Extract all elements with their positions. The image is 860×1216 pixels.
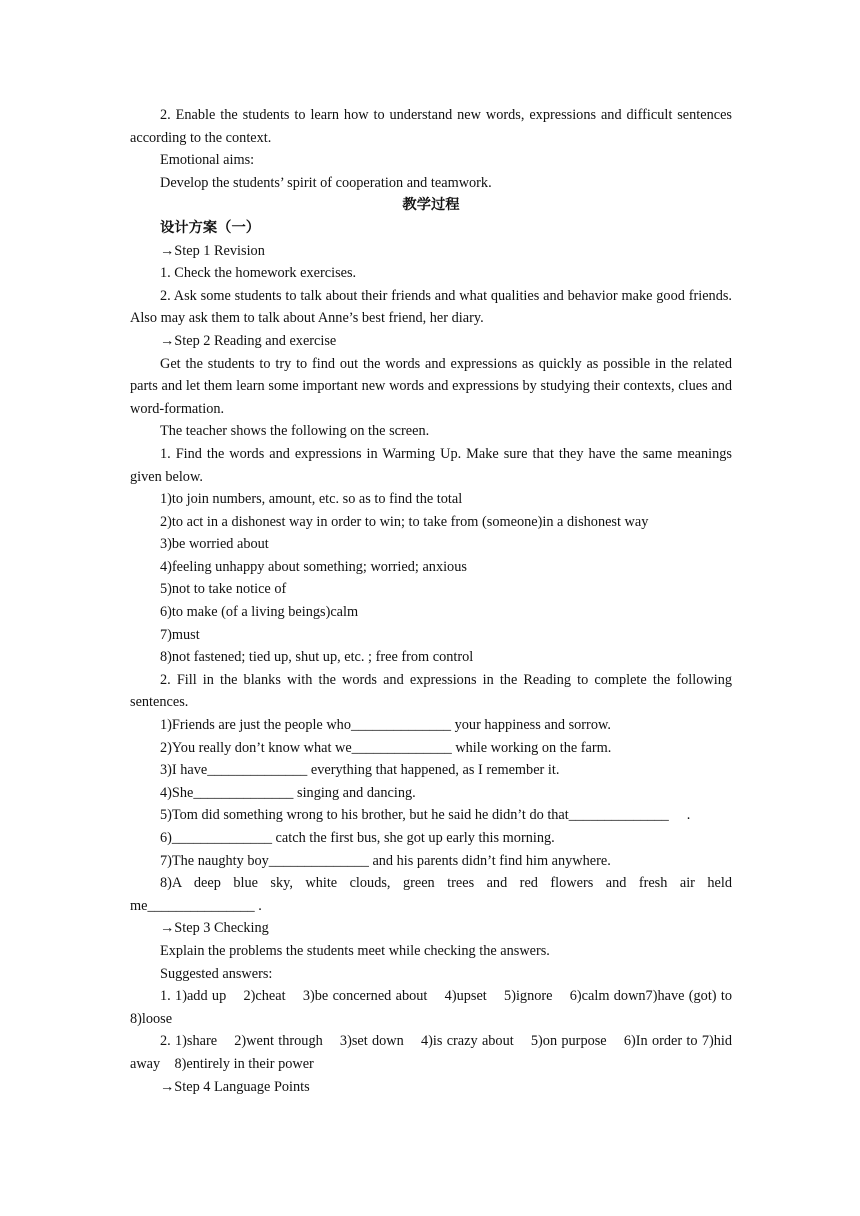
step-2-task-2: 2. Fill in the blanks with the words and expressions in the Reading to complete the following sentences. bbox=[130, 671, 732, 711]
fill-blank-sentence: 1)Friends are just the people who______________ your happiness and sorrow. bbox=[160, 717, 611, 734]
step-2-task-1: 1. Find the words and expressions in Warming Up. Make sure that they have the same meanings given below. bbox=[130, 445, 732, 485]
definition-item: 5)not to take notice of bbox=[160, 581, 287, 598]
definition-item: 2)to act in a dishonest way in order to win; to take from (someone)in a dishonest way bbox=[160, 513, 649, 530]
step-2-intro: Get the students to try to find out the words and expressions as quickly as possible in the related parts and let them learn some important new words and expressions by studying their contexts, clues and word-formation. bbox=[130, 355, 732, 417]
step-3-heading: →Step 3 Checking bbox=[160, 920, 269, 937]
step-1-item-1: 1. Check the homework exercises. bbox=[160, 265, 357, 282]
fill-blank-sentence-8: 8)A deep blue sky, white clouds, green trees and red flowers and fresh air held me_______________ . bbox=[130, 875, 732, 914]
step-2-heading: →Step 2 Reading and exercise bbox=[160, 332, 337, 349]
answers-part-2: 2. 1)share 2)went through 3)set down 4)is crazy about 5)on purpose 6)In order to 7)hid away 8)entirely in their power bbox=[130, 1033, 736, 1072]
step-1-item-2: 2. Ask some students to talk about their friends and what qualities and behavior make good friends. Also may ask them to talk about Anne’s best friend, her diary. bbox=[130, 287, 732, 327]
fill-blank-sentence: 7)The naughty boy______________ and his parents didn’t find him anywhere. bbox=[160, 852, 611, 869]
section-heading-process: 教学过程 bbox=[402, 197, 460, 214]
definition-item: 3)be worried about bbox=[160, 536, 269, 553]
objective-2: 2. Enable the students to learn how to understand new words, expressions and difficult sentences according to the context. bbox=[130, 107, 732, 146]
suggested-answers-label: Suggested answers: bbox=[160, 965, 273, 982]
step-2-screen-note: The teacher shows the following on the screen. bbox=[160, 423, 430, 440]
definition-item: 8)not fastened; tied up, shut up, etc. ; free from control bbox=[160, 649, 474, 666]
fill-blank-sentence: 3)I have______________ everything that happened, as I remember it. bbox=[160, 762, 560, 779]
step-4-heading: →Step 4 Language Points bbox=[160, 1078, 310, 1095]
step-1-heading: →Step 1 Revision bbox=[160, 242, 265, 259]
document-page bbox=[130, 104, 747, 1098]
fill-blank-sentence: 4)She______________ singing and dancing. bbox=[160, 784, 416, 801]
emotional-aims-text: Develop the students’ spirit of cooperation and teamwork. bbox=[160, 174, 492, 191]
fill-blank-sentence: 6)______________ catch the first bus, she got up early this morning. bbox=[160, 830, 555, 846]
plan-heading: 设计方案（一） bbox=[160, 219, 261, 236]
answers-part-1: 1. 1)add up 2)cheat 3)be concerned about 4)upset 5)ignore 6)calm down7)have (got) to 8)loose bbox=[130, 988, 747, 1027]
fill-blank-sentence: 5)Tom did something wrong to his brother, but he said he didn’t do that______________ . bbox=[160, 807, 691, 824]
definition-item: 7)must bbox=[160, 626, 200, 643]
fill-blank-sentence: 2)You really don’t know what we______________ while working on the farm. bbox=[160, 739, 612, 756]
definition-item: 1)to join numbers, amount, etc. so as to find the total bbox=[160, 491, 463, 508]
definition-item: 6)to make (of a living beings)calm bbox=[160, 604, 359, 621]
emotional-aims-label: Emotional aims: bbox=[160, 152, 255, 169]
definition-item: 4)feeling unhappy about something; worried; anxious bbox=[160, 558, 467, 575]
step-3-explain: Explain the problems the students meet while checking the answers. bbox=[160, 942, 550, 959]
